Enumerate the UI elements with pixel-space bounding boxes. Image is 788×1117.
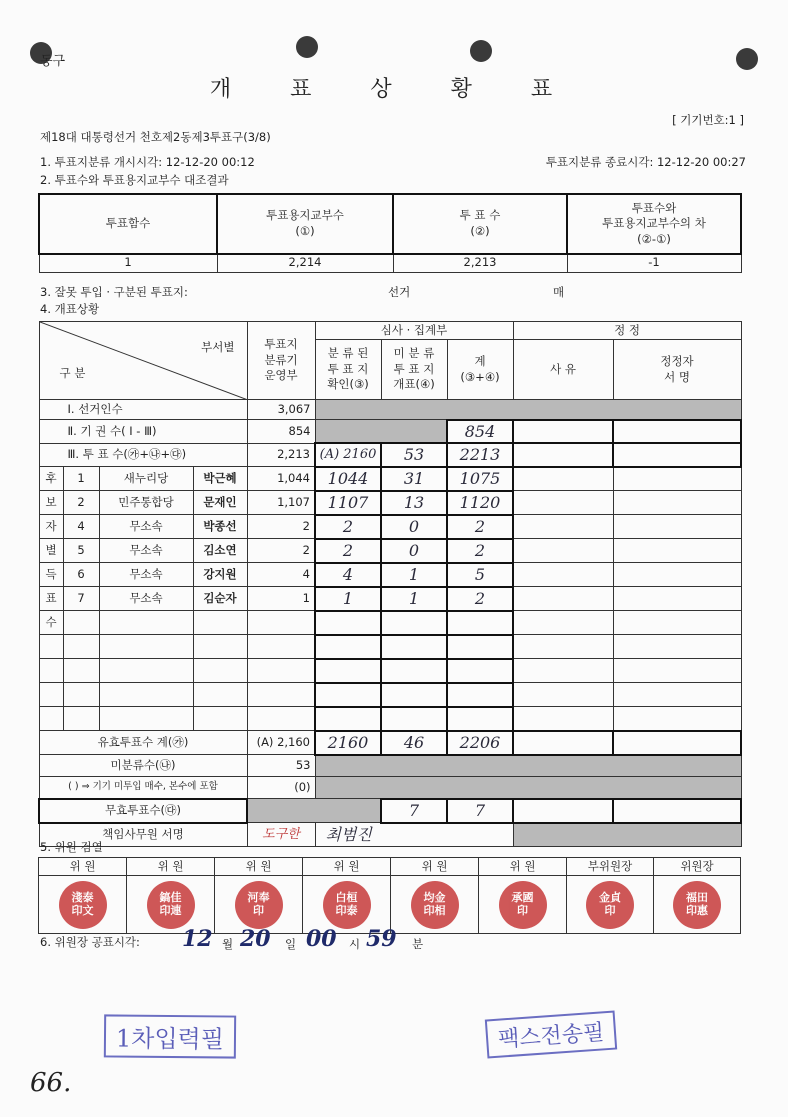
candidate-classified-hw: 1044 bbox=[315, 467, 381, 491]
candidate-reason bbox=[513, 659, 613, 683]
committee-role: 부위원장 bbox=[567, 858, 654, 876]
candidate-reason bbox=[513, 683, 613, 707]
candidate-row bbox=[39, 539, 741, 563]
valid-corrector bbox=[613, 731, 741, 755]
announce-hour-unit: 시 bbox=[349, 937, 361, 951]
header-correction: 정 정 bbox=[513, 322, 741, 340]
empty-machine bbox=[247, 611, 315, 635]
header-gubun: 구 분 bbox=[59, 366, 86, 380]
committee-role: 위 원 bbox=[303, 858, 391, 876]
machine-number: [ 기기번호:1 ] bbox=[672, 113, 744, 127]
side-label-char: 보 bbox=[39, 491, 63, 515]
empty-machine bbox=[247, 659, 315, 683]
candidate-classified-hw: 2 bbox=[315, 515, 381, 539]
seal-stamp: 白桓 印泰 bbox=[323, 881, 371, 929]
candidate-number: 7 bbox=[63, 587, 99, 611]
candidate-party: 민주통합당 bbox=[99, 491, 193, 515]
candidate-party: 무소속 bbox=[99, 587, 193, 611]
committee-stamp-cell bbox=[39, 876, 127, 934]
abstain-reason bbox=[513, 420, 613, 444]
seal-stamp: 承國 印 bbox=[499, 881, 547, 929]
candidate-row bbox=[39, 659, 741, 683]
empty-total bbox=[447, 683, 513, 707]
announce-minute-unit: 분 bbox=[412, 937, 424, 951]
empty-name bbox=[193, 707, 247, 731]
empty-party bbox=[99, 635, 193, 659]
side-label-empty bbox=[39, 683, 63, 707]
value-difference: -1 bbox=[567, 254, 741, 272]
announce-month-unit: 월 bbox=[222, 937, 234, 951]
candidate-party: 무소속 bbox=[99, 563, 193, 587]
candidate-name: 강지원 bbox=[193, 563, 247, 587]
candidate-total-hw: 2 bbox=[447, 515, 513, 539]
candidate-row bbox=[39, 683, 741, 707]
committee-stamp-cell bbox=[215, 876, 303, 934]
candidate-number: 4 bbox=[63, 515, 99, 539]
candidate-corrector bbox=[613, 659, 741, 683]
candidate-corrector bbox=[613, 515, 741, 539]
votes-value: 2,213 bbox=[247, 443, 315, 467]
candidate-unclassified-hw: 1 bbox=[381, 587, 447, 611]
empty-unclassified bbox=[381, 683, 447, 707]
candidate-classified-hw: 1107 bbox=[315, 491, 381, 515]
signer-hw-1: 도구한 bbox=[247, 823, 315, 847]
candidate-name: 문재인 bbox=[193, 491, 247, 515]
invalid-gray bbox=[247, 799, 381, 823]
section-2-heading: 2. 투표수와 투표용지교부수 대조결과 bbox=[40, 173, 229, 187]
punch-hole-right bbox=[736, 48, 758, 70]
abstain-gray bbox=[315, 420, 447, 444]
page-number-handwritten: 66. bbox=[30, 1068, 72, 1098]
empty-number bbox=[63, 611, 99, 635]
header-issued-ballots: 투표용지교부수 (①) bbox=[217, 194, 393, 254]
empty-name bbox=[193, 683, 247, 707]
committee-role: 위 원 bbox=[215, 858, 303, 876]
side-label-char: 별 bbox=[39, 539, 63, 563]
candidate-row bbox=[39, 563, 741, 587]
ballot-count-table bbox=[38, 193, 742, 273]
committee-role: 위 원 bbox=[127, 858, 215, 876]
empty-total bbox=[447, 635, 513, 659]
candidate-corrector bbox=[613, 587, 741, 611]
empty-classified bbox=[315, 635, 381, 659]
first-input-stamp: 1차입력필 bbox=[104, 1014, 236, 1058]
candidate-corrector bbox=[613, 563, 741, 587]
election-subtitle: 제18대 대통령선거 천호제2동제3투표구(3/8) bbox=[40, 130, 271, 144]
empty-classified bbox=[315, 707, 381, 731]
candidate-corrector bbox=[613, 707, 741, 731]
candidate-classified-hw: 1 bbox=[315, 587, 381, 611]
side-label-char: 표 bbox=[39, 587, 63, 611]
empty-classified bbox=[315, 683, 381, 707]
votes-reason bbox=[513, 443, 613, 467]
diagonal-line bbox=[40, 322, 248, 400]
empty-total bbox=[447, 659, 513, 683]
side-label-empty bbox=[39, 707, 63, 731]
seal-stamp: 淺泰 印文 bbox=[59, 881, 107, 929]
empty-number bbox=[63, 683, 99, 707]
candidate-corrector bbox=[613, 539, 741, 563]
candidate-reason bbox=[513, 491, 613, 515]
empty-unclassified bbox=[381, 635, 447, 659]
fax-sent-stamp: 팩스전송필 bbox=[485, 1011, 618, 1059]
side-label-char: 후 bbox=[39, 467, 63, 491]
empty-machine bbox=[247, 707, 315, 731]
valid-total-hw: 2206 bbox=[447, 731, 513, 755]
candidate-machine-count: 1,044 bbox=[247, 467, 315, 491]
valid-reason bbox=[513, 731, 613, 755]
candidate-corrector bbox=[613, 635, 741, 659]
candidate-total-hw: 2 bbox=[447, 587, 513, 611]
announce-hour: 00 bbox=[306, 926, 337, 952]
candidate-machine-count: 2 bbox=[247, 539, 315, 563]
candidate-machine-count: 2 bbox=[247, 515, 315, 539]
side-label-empty bbox=[39, 635, 63, 659]
candidate-unclassified-hw: 0 bbox=[381, 515, 447, 539]
votes-total-hw: 2213 bbox=[447, 443, 513, 467]
punch-hole-center-right bbox=[470, 40, 492, 62]
candidate-reason bbox=[513, 539, 613, 563]
announce-month: 12 bbox=[182, 926, 213, 952]
seal-stamp: 河奉 印 bbox=[235, 881, 283, 929]
header-corrector: 정정자 서 명 bbox=[613, 340, 741, 400]
page-title: 개 표 상 황 표 bbox=[209, 77, 579, 102]
abstain-handwritten: 854 bbox=[447, 420, 513, 444]
candidate-unclassified-hw: 13 bbox=[381, 491, 447, 515]
valid-classified-hw: 2160 bbox=[315, 731, 381, 755]
empty-party bbox=[99, 707, 193, 731]
committee-role: 위원장 bbox=[654, 858, 741, 876]
empty-name bbox=[193, 635, 247, 659]
section-6-label: 6. 위원장 공표시각: bbox=[40, 935, 140, 949]
committee-table bbox=[38, 857, 741, 934]
empty-party bbox=[99, 611, 193, 635]
committee-role: 위 원 bbox=[391, 858, 479, 876]
candidate-row bbox=[39, 635, 741, 659]
side-label-char: 자 bbox=[39, 515, 63, 539]
note-gray bbox=[315, 777, 741, 799]
header-dept: 부서별 bbox=[201, 340, 235, 354]
candidate-corrector bbox=[613, 467, 741, 491]
sort-end-time: 투표지분류 종료시각: 12-12-20 00:27 bbox=[545, 155, 746, 169]
committee-stamp-cell bbox=[303, 876, 391, 934]
candidate-row bbox=[39, 707, 741, 731]
candidate-number: 1 bbox=[63, 467, 99, 491]
header-votes: 투 표 수 (②) bbox=[393, 194, 567, 254]
unclassified-value: 53 bbox=[247, 755, 315, 777]
votes-unclassified-hw: 53 bbox=[381, 443, 447, 467]
header-reason: 사 유 bbox=[513, 340, 613, 400]
empty-unclassified bbox=[381, 611, 447, 635]
value-votes: 2,213 bbox=[393, 254, 567, 272]
header-difference: 투표수와 투표용지교부수의 차 (②-①) bbox=[567, 194, 741, 254]
invalid-corrector bbox=[613, 799, 741, 823]
empty-number bbox=[63, 659, 99, 683]
votes-label: Ⅲ. 투 표 수(㉮+㉯+㉰) bbox=[39, 443, 247, 467]
empty-classified bbox=[315, 659, 381, 683]
committee-stamp-cell bbox=[567, 876, 654, 934]
section-4-heading: 4. 개표상황 bbox=[40, 302, 100, 316]
empty-unclassified bbox=[381, 707, 447, 731]
empty-party bbox=[99, 683, 193, 707]
section-3-election: 선거 bbox=[388, 285, 411, 299]
committee-role: 위 원 bbox=[479, 858, 567, 876]
side-label-char: 수 bbox=[39, 611, 63, 635]
empty-classified bbox=[315, 611, 381, 635]
side-label-empty bbox=[39, 659, 63, 683]
header-unclassified: 미 분 류 투 표 지 개표(④) bbox=[381, 340, 447, 400]
section-5-heading: 5. 위원 검열 bbox=[40, 840, 103, 854]
committee-stamp-cell bbox=[127, 876, 215, 934]
candidate-row bbox=[39, 515, 741, 539]
note-label: ( ) ⇒ 기기 미투입 매수, 본수에 포함 bbox=[39, 777, 247, 799]
candidate-party: 무소속 bbox=[99, 515, 193, 539]
seal-stamp: 鎬佳 印連 bbox=[147, 881, 195, 929]
candidate-total-hw: 5 bbox=[447, 563, 513, 587]
abstain-label: Ⅱ. 기 권 수( Ⅰ - Ⅲ) bbox=[39, 420, 247, 444]
punch-hole-center-left bbox=[296, 36, 318, 58]
votes-corrector bbox=[613, 443, 741, 467]
candidate-number: 2 bbox=[63, 491, 99, 515]
side-label-char: 득 bbox=[39, 563, 63, 587]
candidate-number: 6 bbox=[63, 563, 99, 587]
empty-name bbox=[193, 659, 247, 683]
value-ballot-boxes: 1 bbox=[39, 254, 217, 272]
signer-hw-2: 최범진 bbox=[315, 823, 513, 847]
signer-label: 책임사무원 서명 bbox=[39, 823, 247, 847]
candidate-unclassified-hw: 1 bbox=[381, 563, 447, 587]
seal-stamp: 福田 印惠 bbox=[673, 881, 721, 929]
header-machine: 투표지 분류기 운영부 bbox=[247, 322, 315, 400]
header-ballot-boxes: 투표함수 bbox=[39, 194, 217, 254]
announce-day-unit: 일 bbox=[285, 937, 297, 951]
unclassified-gray bbox=[315, 755, 741, 777]
candidate-row bbox=[39, 611, 741, 635]
candidate-reason bbox=[513, 563, 613, 587]
empty-machine bbox=[247, 683, 315, 707]
abstain-corrector bbox=[613, 420, 741, 444]
candidate-unclassified-hw: 31 bbox=[381, 467, 447, 491]
votes-classified-hw: (A) 2160 bbox=[315, 443, 381, 467]
empty-total bbox=[447, 707, 513, 731]
invalid-total-hw: 7 bbox=[447, 799, 513, 823]
committee-stamp-cell bbox=[479, 876, 567, 934]
candidate-reason bbox=[513, 467, 613, 491]
unclassified-label: 미분류수(㉯) bbox=[39, 755, 247, 777]
diagonal-header-cell bbox=[39, 322, 247, 400]
value-issued-ballots: 2,214 bbox=[217, 254, 393, 272]
candidate-total-hw: 1120 bbox=[447, 491, 513, 515]
candidate-total-hw: 2 bbox=[447, 539, 513, 563]
candidate-machine-count: 4 bbox=[247, 563, 315, 587]
candidate-total-hw: 1075 bbox=[447, 467, 513, 491]
valid-machine: (A) 2,160 bbox=[247, 731, 315, 755]
candidate-reason bbox=[513, 587, 613, 611]
candidate-row bbox=[39, 467, 741, 491]
header-review: 심사 · 집계부 bbox=[315, 322, 513, 340]
candidate-name: 박근혜 bbox=[193, 467, 247, 491]
empty-party bbox=[99, 659, 193, 683]
committee-role: 위 원 bbox=[39, 858, 127, 876]
note-value: (0) bbox=[247, 777, 315, 799]
voters-label: Ⅰ. 선거인수 bbox=[39, 400, 247, 420]
candidate-reason bbox=[513, 635, 613, 659]
candidate-row bbox=[39, 587, 741, 611]
candidate-classified-hw: 4 bbox=[315, 563, 381, 587]
candidate-name: 김순자 bbox=[193, 587, 247, 611]
candidate-classified-hw: 2 bbox=[315, 539, 381, 563]
empty-total bbox=[447, 611, 513, 635]
signer-gray bbox=[513, 823, 741, 847]
candidate-corrector bbox=[613, 611, 741, 635]
candidate-party: 무소속 bbox=[99, 539, 193, 563]
header-total: 계 (③+④) bbox=[447, 340, 513, 400]
empty-number bbox=[63, 635, 99, 659]
voters-value: 3,067 bbox=[247, 400, 315, 420]
empty-name bbox=[193, 611, 247, 635]
district-label: 동구 bbox=[40, 54, 66, 69]
invalid-label: 무효투표수(㉰) bbox=[39, 799, 247, 823]
invalid-unclassified-hw: 7 bbox=[381, 799, 447, 823]
abstain-value: 854 bbox=[247, 420, 315, 444]
candidate-reason bbox=[513, 707, 613, 731]
candidate-name: 김소연 bbox=[193, 539, 247, 563]
invalid-reason bbox=[513, 799, 613, 823]
committee-stamp-cell bbox=[654, 876, 741, 934]
empty-unclassified bbox=[381, 659, 447, 683]
voters-gray bbox=[315, 400, 741, 420]
candidate-reason bbox=[513, 611, 613, 635]
seal-stamp: 金貞 印 bbox=[586, 881, 634, 929]
seal-stamp: 均金 印相 bbox=[411, 881, 459, 929]
candidate-unclassified-hw: 0 bbox=[381, 539, 447, 563]
announce-day: 20 bbox=[240, 926, 271, 952]
section-3-label: 3. 잘못 투입 · 구분된 투표지: bbox=[40, 285, 188, 299]
committee-stamp-cell bbox=[391, 876, 479, 934]
section-3-count-unit: 매 bbox=[553, 285, 565, 299]
valid-label: 유효투표수 계(㉮) bbox=[39, 731, 247, 755]
candidate-machine-count: 1,107 bbox=[247, 491, 315, 515]
announce-minute: 59 bbox=[366, 926, 397, 952]
candidate-number: 5 bbox=[63, 539, 99, 563]
empty-number bbox=[63, 707, 99, 731]
candidate-row bbox=[39, 491, 741, 515]
candidate-party: 새누리당 bbox=[99, 467, 193, 491]
header-classified: 분 류 된 투 표 지 확인(③) bbox=[315, 340, 381, 400]
candidate-reason bbox=[513, 515, 613, 539]
candidate-corrector bbox=[613, 683, 741, 707]
sort-start-time: 1. 투표지분류 개시시각: 12-12-20 00:12 bbox=[40, 155, 255, 169]
empty-machine bbox=[247, 635, 315, 659]
candidate-corrector bbox=[613, 491, 741, 515]
candidate-name: 박종선 bbox=[193, 515, 247, 539]
counting-status-table bbox=[38, 321, 742, 847]
valid-unclassified-hw: 46 bbox=[381, 731, 447, 755]
candidate-machine-count: 1 bbox=[247, 587, 315, 611]
